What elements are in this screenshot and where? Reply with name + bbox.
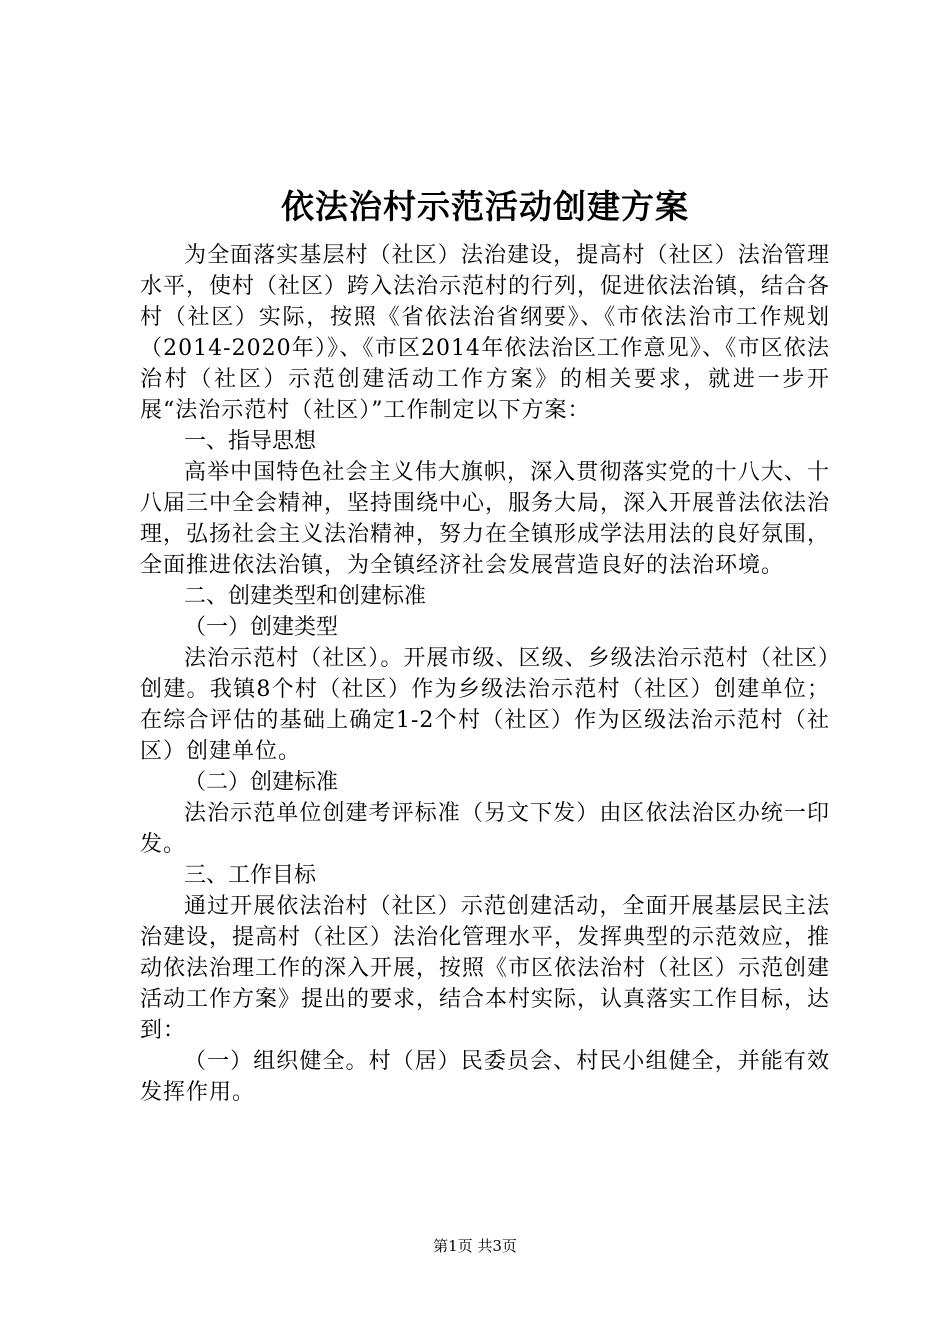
section-heading-types-standards: 二、创建类型和创建标准 — [184, 584, 427, 609]
work-goals-paragraph: 通过开展依法治村（社区）示范创建活动，全面开展基层民主法治建设，提高村（社区）法治化管理水平，发挥典型的示范效应，推动依法治理工作的深入开展，按照《市区依法治村（社区）示范创建活动工作方案》提出的要求，结合本村实际，认真落实工作目标，达到： — [140, 894, 831, 1043]
intro-paragraph: 为全面落实基层村（社区）法治建设，提高村（社区）法治管理水平，使村（社区）跨入法治示范村的行列，促进依法治镇，结合各村（社区）实际，按照《省依法治省纲要》、《市依法治市工作规划（2014-2020年）》、《市区2014年依法治区工作意见》、《市区依法治村（社区）示范创建活动工作方案》的相关要求，就进一步开展“法治示范村（社区）”工作制定以下方案： — [140, 243, 831, 423]
subsection-heading-creation-standard: （二）创建标准 — [184, 770, 339, 795]
creation-type-paragraph: 法治示范村（社区）。开展市级、区级、乡级法治示范村（社区）创建。我镇8个村（社区）作为乡级法治示范村（社区）创建单位；在综合评估的基础上确定1-2个村（社区）作为区级法治示范村（社区）创建单位。 — [140, 646, 830, 764]
section-heading-guiding-ideology: 一、指导思想 — [184, 429, 317, 454]
creation-standard-paragraph: 法治示范单位创建考评标准（另文下发）由区依法治区办统一印发。 — [140, 801, 830, 857]
subsection-heading-creation-type: （一）创建类型 — [184, 615, 339, 640]
section-heading-work-goals: 三、工作目标 — [184, 863, 317, 888]
document-title: 依法治村示范活动创建方案 — [281, 187, 689, 226]
guiding-ideology-paragraph: 高举中国特色社会主义伟大旗帜，深入贯彻落实党的十八大、十八届三中全会精神，坚持围绕中心，服务大局，深入开展普法依法治理，弘扬社会主义法治精神，努力在全镇形成学法用法的良好氛围，全面推进依法治镇，为全镇经济社会发展营造良好的法治环境。 — [140, 460, 831, 578]
goal-item-organization-lead: （一）组织健全 — [184, 1049, 346, 1074]
page-footer: 第1页 共3页 — [433, 1237, 517, 1255]
goal-item-organization-text: 。村（居）民委员会、村民小组健全，并能有效发挥作用。 — [140, 1049, 830, 1105]
goal-item-organization — [140, 1046, 830, 1108]
document-body — [140, 182, 830, 1108]
